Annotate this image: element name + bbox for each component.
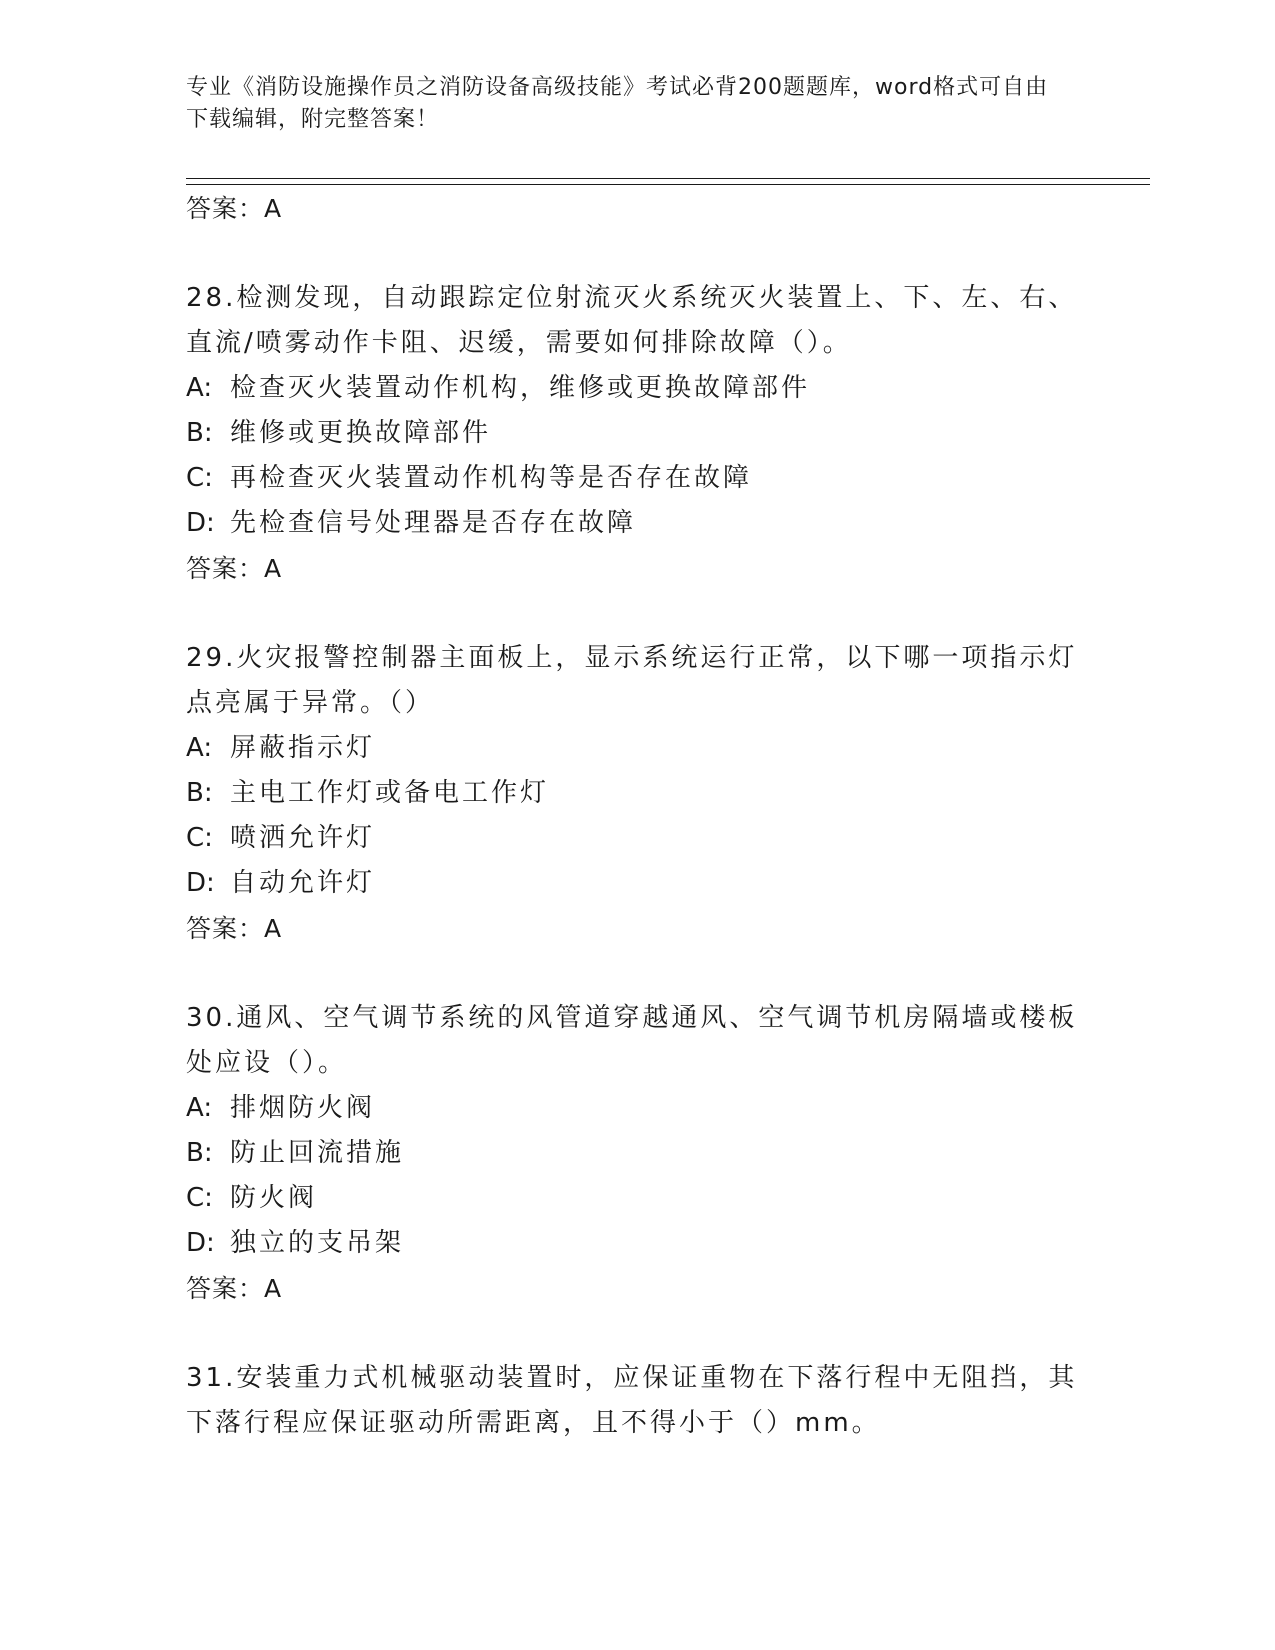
option-key: C: — [186, 823, 213, 853]
option-b — [186, 1131, 1086, 1176]
question-30 — [186, 996, 1086, 1312]
option-key: D: — [186, 1228, 215, 1258]
option-text: 维修或更换故障部件 — [230, 418, 492, 448]
option-d — [186, 501, 1086, 546]
answer-line: 答案：A — [186, 554, 283, 583]
document-body — [186, 186, 1086, 1446]
option-text: 防火阀 — [230, 1183, 318, 1213]
question-28 — [186, 276, 1086, 592]
question-text: 30.通风、空气调节系统的风管道穿越通风、空气调节机房隔墙或楼板处应设（）。 — [186, 1003, 1078, 1078]
document-header-title: 专业《消防设施操作员之消防设备高级技能》考试必背200题题库，word格式可自由下载编辑，附完整答案！ — [186, 75, 1049, 132]
question-text: 28.检测发现，自动跟踪定位射流灭火系统灭火装置上、下、左、右、直流/喷雾动作卡阻、迟缓，需要如何排除故障（）。 — [186, 283, 1078, 358]
document-header — [186, 72, 1066, 136]
option-key: A: — [186, 1093, 213, 1123]
option-key: B: — [186, 1138, 213, 1168]
option-key: C: — [186, 1183, 213, 1213]
option-key: C: — [186, 463, 213, 493]
option-text: 独立的支吊架 — [230, 1228, 405, 1258]
option-text: 检查灭火装置动作机构，维修或更换故障部件 — [230, 373, 811, 403]
question-text: 31.安装重力式机械驱动装置时，应保证重物在下落行程中无阻挡，其下落行程应保证驱动所需距离，且不得小于（）mm。 — [186, 1363, 1078, 1438]
option-b — [186, 771, 1086, 816]
option-text: 再检查灭火装置动作机构等是否存在故障 — [230, 463, 753, 493]
option-text: 先检查信号处理器是否存在故障 — [230, 508, 637, 538]
question-31 — [186, 1356, 1086, 1446]
option-d — [186, 1221, 1086, 1266]
option-b — [186, 411, 1086, 456]
question-29 — [186, 636, 1086, 952]
option-key: D: — [186, 508, 215, 538]
answer-line: 答案：A — [186, 1274, 283, 1303]
header-divider — [186, 178, 1150, 185]
option-key: B: — [186, 778, 213, 808]
option-key: A: — [186, 373, 213, 403]
answer-line: 答案：A — [186, 194, 283, 223]
option-a — [186, 726, 1086, 771]
option-c — [186, 1176, 1086, 1221]
option-c — [186, 456, 1086, 501]
option-c — [186, 816, 1086, 861]
answer-line: 答案：A — [186, 914, 283, 943]
option-text: 防止回流措施 — [230, 1138, 405, 1168]
question-text: 29.火灾报警控制器主面板上，显示系统运行正常，以下哪一项指示灯点亮属于异常。（） — [186, 643, 1078, 718]
option-a — [186, 366, 1086, 411]
option-key: D: — [186, 868, 215, 898]
option-text: 屏蔽指示灯 — [230, 733, 376, 763]
option-text: 排烟防火阀 — [230, 1093, 376, 1123]
option-text: 自动允许灯 — [230, 868, 376, 898]
option-a — [186, 1086, 1086, 1131]
option-text: 主电工作灯或备电工作灯 — [230, 778, 550, 808]
option-d — [186, 861, 1086, 906]
option-key: A: — [186, 733, 213, 763]
option-text: 喷洒允许灯 — [230, 823, 376, 853]
option-key: B: — [186, 418, 213, 448]
